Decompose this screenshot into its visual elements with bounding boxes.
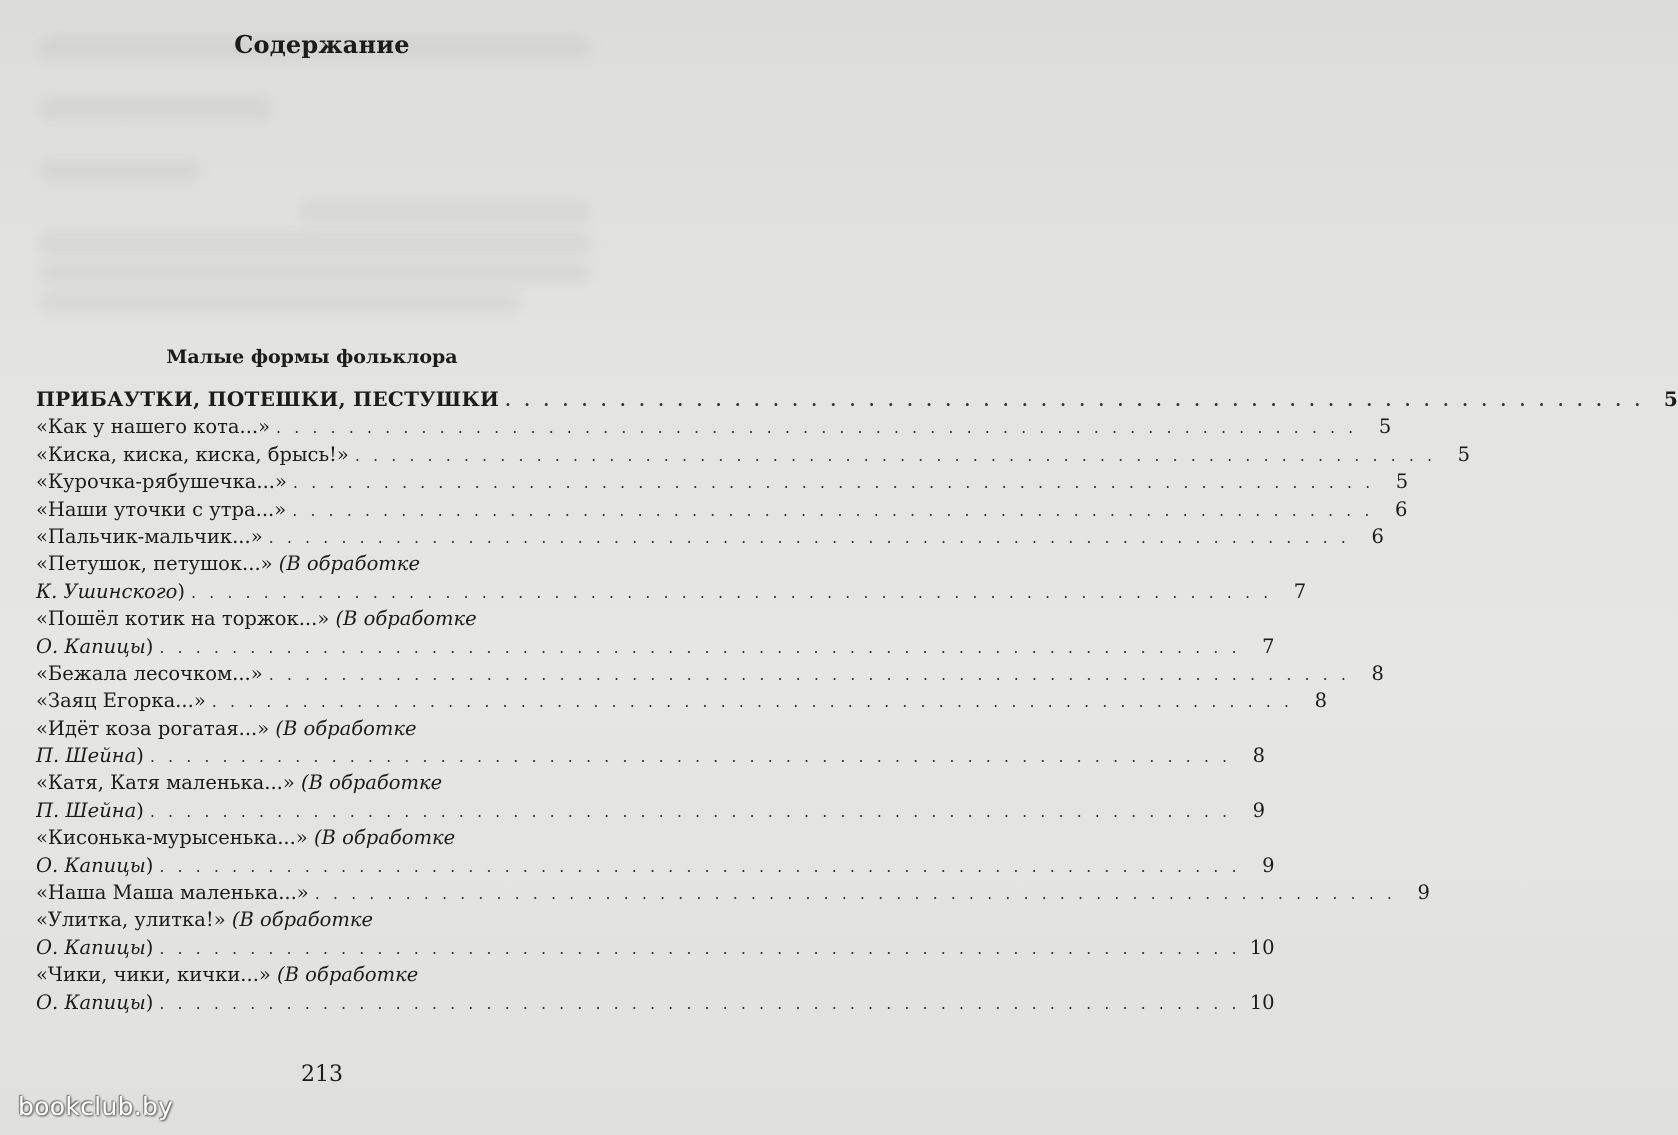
toc-leader-dots: . . . . . . . . . . . . . . . . . . . . . . . . . . . . . . . . . . . . . . . . . . . . . . . . . . . . . . . . . . . . <box>314 884 1396 904</box>
toc-entry-title <box>36 742 144 769</box>
toc-entry-suffix: ) <box>136 744 144 768</box>
toc-entry-title <box>36 879 309 906</box>
toc-entry <box>36 769 620 796</box>
toc-entry-text: «Идёт коза рогатая...» <box>36 716 276 740</box>
toc-entry-suffix: ) <box>177 579 185 603</box>
toc-entry-title <box>36 769 442 796</box>
toc-entry-note: О. Капицы <box>36 853 146 877</box>
table-of-contents <box>36 386 1678 1016</box>
toc-entry-text: «Улитка, улитка!» <box>36 908 232 932</box>
toc-entry-title <box>36 715 417 742</box>
toc-leader-dots: . . . . . . . . . . . . . . . . . . . . . . . . . . . . . . . . . . . . . . . . . . . . . . . . . . . . . . . . . . . . <box>159 993 1241 1013</box>
toc-entry <box>36 633 1275 660</box>
page-title: Содержание <box>234 30 410 59</box>
toc-entry-suffix: ) <box>145 990 154 1014</box>
toc-entry <box>36 605 620 632</box>
toc-entry-text: «Заяц Егорка...» <box>36 689 206 713</box>
toc-entry <box>36 989 1275 1016</box>
toc-page-number: 9 <box>1262 853 1275 877</box>
toc-entry-text: «Киска, киска, киска, брысь!» <box>36 442 349 466</box>
toc-entry-text: «Пошёл котик на торжок...» <box>36 607 336 631</box>
toc-leader-dots: . . . . . . . . . . . . . . . . . . . . . . . . . . . . . . . . . . . . . . . . . . . . . . . . . . . . . . . . . . . . <box>159 938 1241 958</box>
toc-page-number: 6 <box>1395 497 1408 521</box>
toc-entry-note: (В обработке <box>231 908 374 932</box>
toc-entry-note: К. Ушинского <box>36 579 178 603</box>
toc-entry <box>36 906 620 933</box>
toc-entry <box>36 550 620 577</box>
toc-entry-title <box>36 550 420 577</box>
toc-page-number: 5 <box>1378 415 1392 439</box>
toc-entry <box>36 441 1471 468</box>
toc-leader-dots: . . . . . . . . . . . . . . . . . . . . . . . . . . . . . . . . . . . . . . . . . . . . . . . . . . . . . . . . . . . . <box>505 391 1645 410</box>
bleed-through <box>40 292 520 314</box>
toc-entry-text: «Пальчик-мальчик...» <box>36 524 263 548</box>
toc-entry-title <box>36 852 153 879</box>
toc-leader-dots: . . . . . . . . . . . . . . . . . . . . . . . . . . . . . . . . . . . . . . . . . . . . . . . . . . . . . . . . . . . . <box>292 473 1375 493</box>
toc-page-number: 8 <box>1252 744 1266 768</box>
toc-page-number: 8 <box>1371 661 1384 685</box>
toc-entry-note: (В обработке <box>335 607 477 631</box>
toc-entry-text: «Чики, чики, кички...» <box>36 963 278 987</box>
toc-entry-title <box>36 906 373 933</box>
toc-page-number: 8 <box>1314 689 1327 713</box>
toc-entry-suffix: ) <box>145 634 154 658</box>
toc-entry-title <box>36 824 455 851</box>
toc-entry-title <box>36 633 153 660</box>
toc-entry-text: «Как у нашего кота...» <box>36 415 271 439</box>
toc-leader-dots: . . . . . . . . . . . . . . . . . . . . . . . . . . . . . . . . . . . . . . . . . . . . . . . . . . . . . . . . . . . . <box>149 801 1232 821</box>
toc-entry-text: «Наша Маша маленька...» <box>36 881 309 905</box>
bleed-through <box>300 200 590 222</box>
toc-entry-note: О. Капицы <box>36 990 146 1014</box>
toc-entry-title <box>36 441 349 468</box>
toc-entry <box>36 496 1408 523</box>
toc-page-number: 5 <box>1395 470 1409 494</box>
toc-entry <box>36 578 1307 605</box>
toc-leader-dots: . . . . . . . . . . . . . . . . . . . . . . . . . . . . . . . . . . . . . . . . . . . . . . . . . . . . . . . . . . . . <box>354 445 1437 465</box>
toc-entry-title <box>36 386 499 413</box>
toc-leader-dots: . . . . . . . . . . . . . . . . . . . . . . . . . . . . . . . . . . . . . . . . . . . . . . . . . . . . . . . . . . . . <box>276 418 1358 438</box>
toc-entry-note: П. Шейна <box>36 744 137 768</box>
toc-page-number: 7 <box>1262 634 1275 658</box>
toc-leader-dots: . . . . . . . . . . . . . . . . . . . . . . . . . . . . . . . . . . . . . . . . . . . . . . . . . . . . . . . . . . . . <box>268 527 1350 547</box>
toc-entry <box>36 687 1327 714</box>
toc-entry-note: (В обработке <box>301 771 443 795</box>
toc-entry-note: О. Капицы <box>36 935 146 959</box>
toc-entry <box>36 824 620 851</box>
toc-entry-title <box>36 961 418 988</box>
toc-entry <box>36 660 1384 687</box>
toc-entry <box>36 468 1409 495</box>
toc-entry-title <box>36 934 153 961</box>
toc-entry-note: (В обработке <box>278 552 420 576</box>
toc-leader-dots: . . . . . . . . . . . . . . . . . . . . . . . . . . . . . . . . . . . . . . . . . . . . . . . . . . . . . . . . . . . . <box>292 500 1374 520</box>
toc-entry-text: «Курочка-рябушечка...» <box>36 470 287 494</box>
toc-entry-title <box>36 578 185 605</box>
toc-entry-title <box>36 989 153 1016</box>
toc-entry-text: «Кисонька-мурысенька...» <box>36 826 314 850</box>
toc-entry-text: «Бежала лесочком...» <box>36 661 263 685</box>
bleed-through <box>40 262 590 284</box>
toc-entry-text: «Наши уточки с утра...» <box>36 497 287 521</box>
toc-leader-dots: . . . . . . . . . . . . . . . . . . . . . . . . . . . . . . . . . . . . . . . . . . . . . . . . . . . . . . . . . . . . <box>159 637 1241 657</box>
toc-entry-suffix: ) <box>145 935 154 959</box>
toc-entry-suffix: ) <box>145 853 154 877</box>
toc-leader-dots: . . . . . . . . . . . . . . . . . . . . . . . . . . . . . . . . . . . . . . . . . . . . . . . . . . . . . . . . . . . . <box>149 747 1232 767</box>
toc-entry-text: «Петушок, петушок...» <box>36 552 279 576</box>
toc-page-number: 6 <box>1371 524 1384 548</box>
toc-leader-dots: . . . . . . . . . . . . . . . . . . . . . . . . . . . . . . . . . . . . . . . . . . . . . . . . . . . . . . . . . . . . <box>268 664 1350 684</box>
page-number: 213 <box>301 1062 343 1087</box>
toc-entry-note: (В обработке <box>313 826 456 850</box>
section-title: Малые формы фольклора <box>166 346 458 368</box>
toc-entry <box>36 386 1678 413</box>
toc-page-number: 9 <box>1417 881 1430 905</box>
toc-entry-title <box>36 468 287 495</box>
toc-entry-title <box>36 496 286 523</box>
toc-entry-title <box>36 605 477 632</box>
toc-page-number: 10 <box>1249 935 1275 959</box>
toc-entry <box>36 413 1392 440</box>
toc-entry-note: (В обработке <box>275 716 417 740</box>
bleed-through <box>40 160 200 182</box>
toc-leader-dots: . . . . . . . . . . . . . . . . . . . . . . . . . . . . . . . . . . . . . . . . . . . . . . . . . . . . . . . . . . . . <box>211 692 1293 712</box>
toc-entry <box>36 852 1275 879</box>
toc-entry-note: О. Капицы <box>36 634 146 658</box>
toc-entry-note: (В обработке <box>277 963 419 987</box>
toc-leader-dots: . . . . . . . . . . . . . . . . . . . . . . . . . . . . . . . . . . . . . . . . . . . . . . . . . . . . . . . . . . . . <box>190 582 1273 602</box>
toc-entry <box>36 961 620 988</box>
toc-entry-suffix: ) <box>136 798 144 822</box>
toc-entry-text: «Катя, Катя маленька...» <box>36 771 302 795</box>
toc-page-number: 10 <box>1249 990 1275 1014</box>
toc-entry <box>36 523 1384 550</box>
toc-page-number: 7 <box>1293 579 1307 603</box>
bleed-through <box>40 98 270 120</box>
toc-page-number: 9 <box>1252 798 1266 822</box>
toc-entry <box>36 797 1266 824</box>
toc-entry-title <box>36 687 206 714</box>
toc-entry-title <box>36 797 144 824</box>
toc-entry <box>36 879 1430 906</box>
toc-entry-title <box>36 413 270 440</box>
toc-entry-text: ПРИБАУТКИ, ПОТЕШКИ, ПЕСТУШКИ <box>36 387 500 411</box>
toc-entry <box>36 742 1266 769</box>
toc-entry-note: П. Шейна <box>36 798 137 822</box>
toc-page-number: 5 <box>1457 442 1471 466</box>
toc-entry-title <box>36 660 263 687</box>
bleed-through <box>40 232 590 254</box>
toc-entry <box>36 715 620 742</box>
watermark: bookclub.by <box>18 1092 174 1121</box>
toc-entry-title <box>36 523 263 550</box>
toc-page-number: 5 <box>1663 387 1678 411</box>
toc-entry <box>36 934 1275 961</box>
toc-leader-dots: . . . . . . . . . . . . . . . . . . . . . . . . . . . . . . . . . . . . . . . . . . . . . . . . . . . . . . . . . . . . <box>159 856 1241 876</box>
